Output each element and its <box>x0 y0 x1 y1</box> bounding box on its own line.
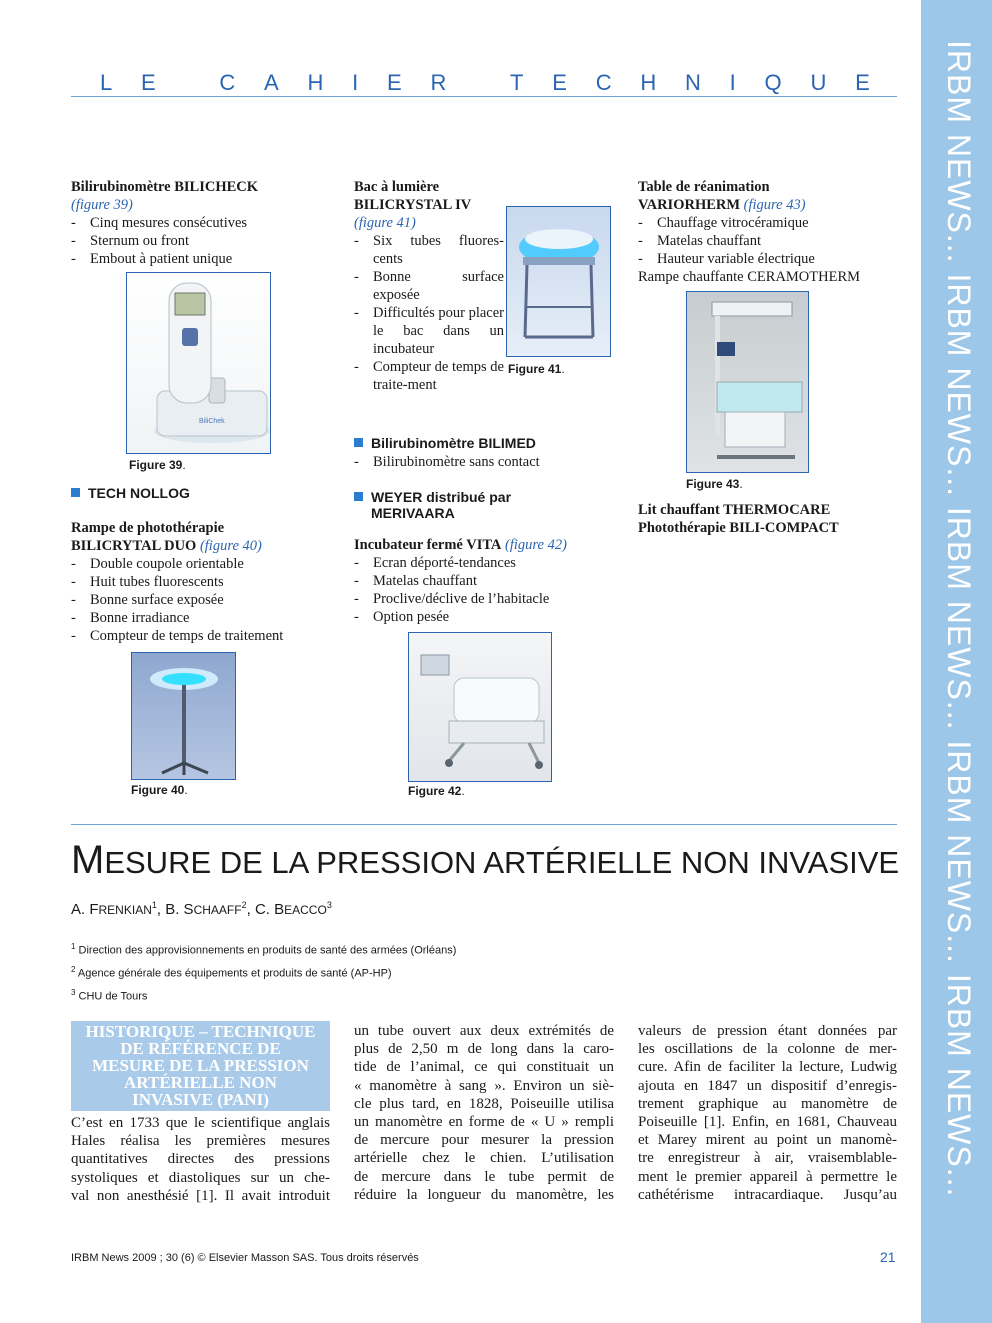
feature-list <box>354 554 614 626</box>
bullet-square-icon <box>354 438 363 447</box>
list-item: - Embout à patient unique <box>71 250 331 268</box>
list-item: - Compteur de temps de traitement <box>71 627 331 645</box>
header-letter: Q <box>764 70 782 95</box>
device-logo-text: BiliChek <box>199 418 225 425</box>
list-item: - Difficultés pour placer le bac dans un incubateur <box>354 304 504 358</box>
list-item: - Cinq mesures consécutives <box>71 214 331 232</box>
affiliation: $^1$ Direction des approvisionnements en produits de santé des armées (Orléans) <box>71 942 457 957</box>
figure-reference-link[interactable]: (figure 40) <box>199 538 262 554</box>
article-title: MESURE DE LA PRESSION ARTÉRIELLE NON INVASIVE <box>71 838 900 882</box>
page-number: 21 <box>880 1249 896 1265</box>
list-item: - Hauteur variable électrique <box>638 250 898 268</box>
figure-40-image <box>131 652 236 780</box>
bilimed-list <box>354 453 614 471</box>
bilicheck-device-illustration <box>127 273 270 453</box>
figure-42-image <box>408 632 552 782</box>
resuscitation-table-illustration <box>687 292 808 472</box>
header-letter: L <box>100 70 113 95</box>
feature-list <box>71 214 331 268</box>
header-letter: H <box>307 70 324 95</box>
body-column-2: un tube ouvert aux deux extrémités de plus de 2,50 m de long dans la caro- tide de l’animal, ce qui constituait un « manomètre à sang ». Environ un siè- cle plus tard, en 1828, Poiseuille utilisa un manomètre en forme de « U » rempli de mercure pour mesurer la pression artérielle chez le chien. L’utilisation de mercure dans le tube permit de réduire la longueur du manomètre, les <box>354 1023 614 1203</box>
list-item: - Matelas chauffant <box>354 572 614 590</box>
header-title <box>100 70 870 96</box>
list-item: - Bonne irradiance <box>71 609 331 627</box>
figure-reference-link[interactable]: (figure 42) <box>505 537 567 553</box>
section-heading-box: HISTORIQUE – TECHNIQUE DE RÉFÉRENCE DE MESURE DE LA PRESSION ARTÉRIELLE NON INVASIVE (PANI) <box>71 1021 330 1111</box>
column-3-bottom <box>638 501 898 537</box>
header-letter: E <box>552 70 567 95</box>
figure-reference-link[interactable]: (figure 43) <box>743 197 806 213</box>
sidebar-running-title: IRBM NEWS... IRBM NEWS... IRBM NEWS... IRBM NEWS... IRBM NEWS... <box>940 40 977 1198</box>
figure-39-caption: Figure 39. <box>129 458 186 472</box>
figure-43-image <box>686 291 809 473</box>
header-letter: C <box>219 70 236 95</box>
list-item: - Chauffage vitrocéramique <box>638 214 898 232</box>
header-letter: C <box>595 70 612 95</box>
product-name: Bilirubinomètre BILICHECK <box>71 179 259 195</box>
figure-42-caption: Figure 42. <box>408 784 465 798</box>
header-letter: A <box>264 70 279 95</box>
header-letter: N <box>685 70 701 95</box>
header-letter: R <box>430 70 447 95</box>
light-bassinet-illustration <box>507 207 610 356</box>
figure-41-image <box>506 206 611 357</box>
column-3-top: Table de réanimation VARIORHERM (figure 43) - Chauffage vitrocéramique - Matelas chauffant - Hauteur variable électrique Rampe chauffante CERAMOTHERM <box>638 178 898 286</box>
figure-39-image <box>126 272 271 454</box>
list-item: - Sternum ou front <box>71 232 331 250</box>
header-letter: I <box>352 70 359 95</box>
header-rule <box>71 96 897 97</box>
header-letter <box>184 70 190 96</box>
list-item: - Bonne surface exposée <box>354 268 504 304</box>
article-rule <box>71 824 897 825</box>
list-item: - Matelas chauffant <box>638 232 898 250</box>
list-item: - Huit tubes fluorescents <box>71 573 331 591</box>
header-letter: E <box>141 70 156 95</box>
product-name: Rampe chauffante CERAMOTHERM <box>638 269 861 285</box>
bullet-square-icon <box>354 492 363 501</box>
column-1-top <box>71 178 331 268</box>
article-authors: A. FRENKIAN$^1$, B. SCHAAFF$^2$, C. BEACCO$^3$ <box>71 900 332 918</box>
column-2-top: Bac à lumière BILICRYSTAL IV (figure 41) - Six tubes fluores-cents - Bonne surface exposée - Difficultés pour placer le bac dans un incubateur - Compteur de temps de traite-ment <box>354 178 504 394</box>
figure-reference-link[interactable]: (figure 41) <box>354 215 416 231</box>
list-item: - Double coupole orientable <box>71 555 331 573</box>
header-letter: E <box>855 70 870 95</box>
body-column-1: C’est en 1733 que le scientifique anglais Hales réalisa les premières mesures quantitatives directes des pressions systoliques et diastoliques sur un che- val non anesthésié [1]. Il avait introduit <box>71 1115 330 1204</box>
figure-41-caption: Figure 41. <box>508 362 565 376</box>
list-item: - Compteur de temps de traite-ment <box>354 358 504 394</box>
figure-reference-link[interactable]: (figure 39) <box>71 197 133 213</box>
incubator-illustration <box>409 633 551 781</box>
figure-43-caption: Figure 43. <box>686 477 743 491</box>
header-letter: I <box>729 70 736 95</box>
figure-40-caption: Figure 40. <box>131 783 188 797</box>
list-item: - Proclive/déclive de l’habitacle <box>354 590 614 608</box>
footer-citation: IRBM News 2009 ; 30 (6) © Elsevier Masson SAS. Tous droits réservés <box>71 1252 419 1264</box>
list-item: - Bonne surface exposée <box>71 591 331 609</box>
section-heading: Bilirubinomètre BILIMED <box>354 435 536 451</box>
feature-list <box>71 555 331 645</box>
section-heading: TECH NOLLOG <box>71 485 190 501</box>
feature-list <box>354 232 504 394</box>
body-column-3: valeurs de pression étant données par les oscillations de la colonne de mer- cure. Afin de faciliter la lecture, Ludwig ajouta en 1847 un dispositif d’enregis- trement graphique au manomètre de Poiseuille [1]. Enfin, en 1681, Chauveau et Marey mirent au point un manomè- tre enregistreur à air, vraisemblable- ment le premier appareil à permettre le cathétérisme intracardiaque. Jusqu’au <box>638 1023 897 1203</box>
product-name: Photothérapie BILI-COMPACT <box>638 520 839 536</box>
list-item: - Ecran déporté-tendances <box>354 554 614 572</box>
feature-list <box>638 214 898 268</box>
header-letter: E <box>387 70 402 95</box>
phototherapy-lamp-illustration <box>132 653 235 779</box>
affiliation: $^2$ Agence générale des équipements et produits de santé (AP-HP) <box>71 965 392 980</box>
product-name: Lit chauffant THERMOCARE <box>638 502 831 518</box>
header-letter: T <box>510 70 524 95</box>
affiliation: $^3$ CHU de Tours <box>71 988 148 1003</box>
header-letter <box>475 70 481 96</box>
column-1-bottom: Rampe de photothérapie BILICRYTAL DUO (figure 40) - Double coupole orientable - Huit tubes fluorescents - Bonne surface exposée - Bonne irradiance - Compteur de temps de traitement <box>71 519 331 645</box>
bullet-square-icon <box>71 488 80 497</box>
column-2-bottom: Incubateur fermé VITA (figure 42) - Ecran déporté-tendances - Matelas chauffant - Proclive/déclive de l’habitacle - Option pesée <box>354 536 614 626</box>
header-letter: U <box>810 70 827 95</box>
list-item: - Bilirubinomètre sans contact <box>354 453 614 471</box>
section-heading: WEYER distribué par MERIVAARA <box>354 489 554 521</box>
list-item: - Six tubes fluores-cents <box>354 232 504 268</box>
list-item: - Option pesée <box>354 608 614 626</box>
header-letter: H <box>640 70 657 95</box>
